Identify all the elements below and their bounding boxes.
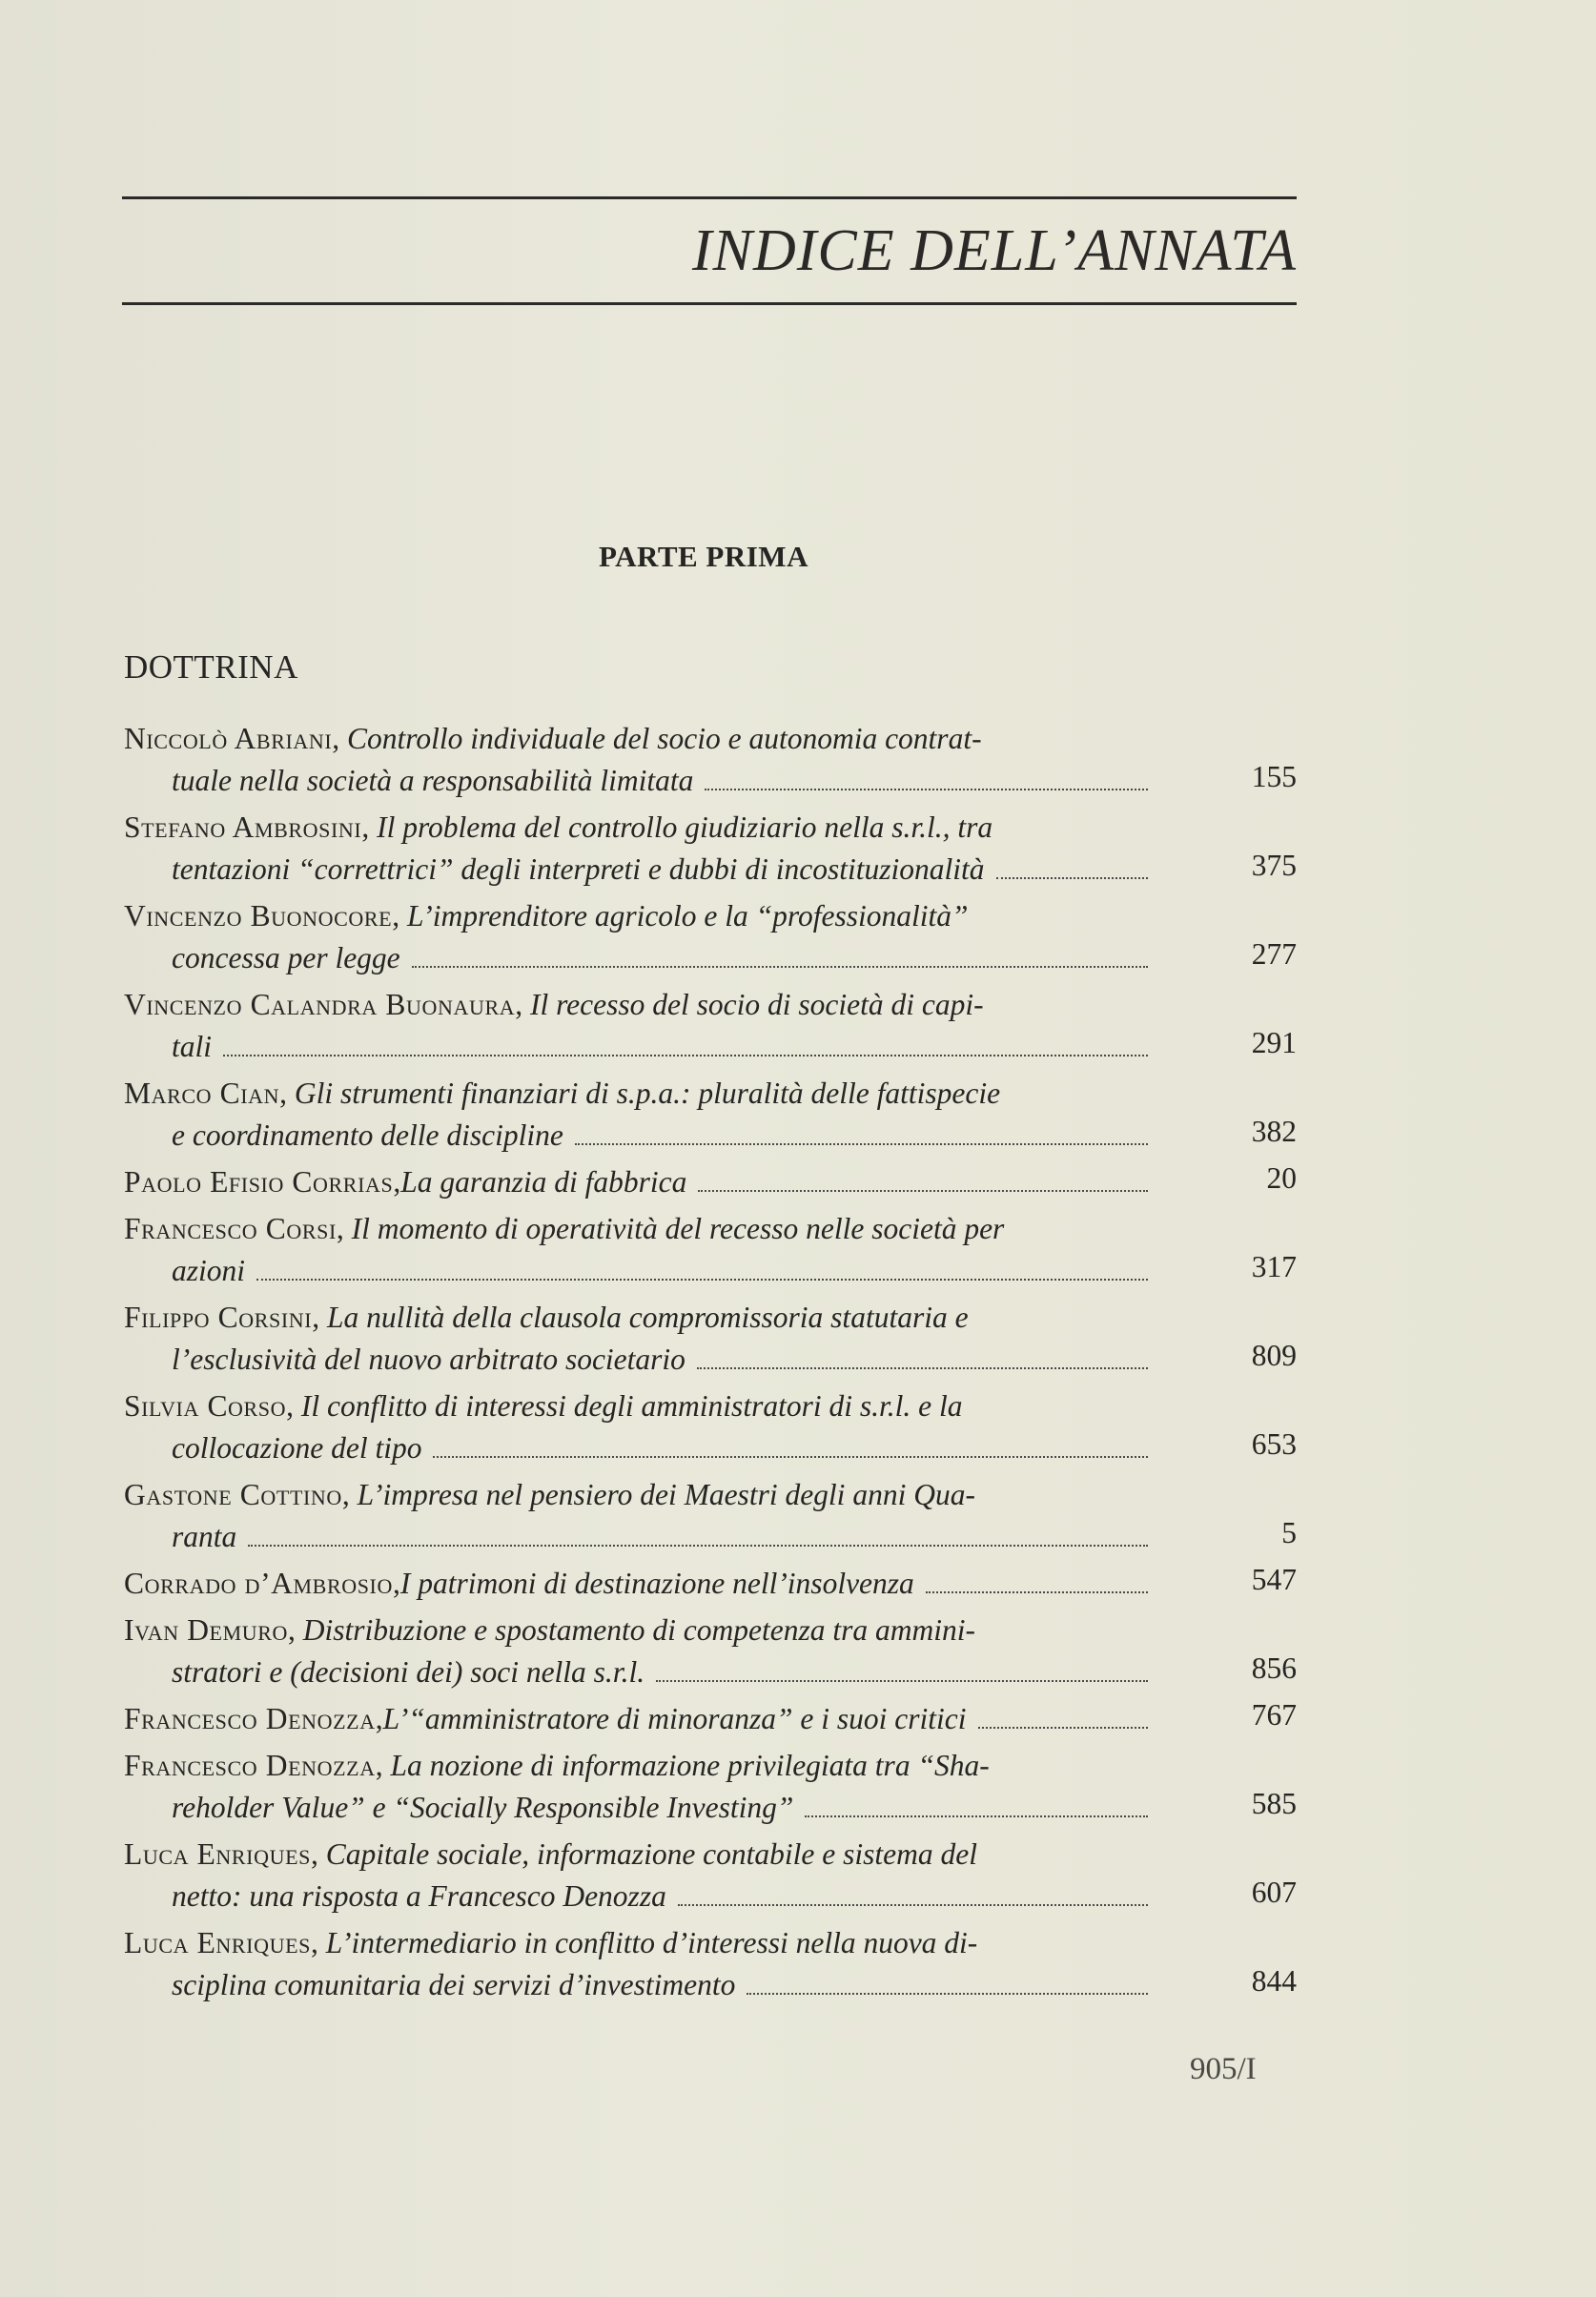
entry-title: I patrimoni di destinazione nell’insolvenza: [399, 1567, 914, 1600]
header-rule-bottom: [122, 302, 1297, 305]
entry-title-continued: l’esclusività del nuovo arbitrato societario: [172, 1343, 685, 1376]
entry-page-number: 844: [1251, 1964, 1297, 1998]
entry-author: Luca Enriques: [124, 1926, 311, 1959]
entry-title: Il conflitto di interessi degli amministratori di s.r.l. e la: [300, 1389, 963, 1423]
entry-author: Luca Enriques: [124, 1837, 311, 1871]
entry-title-continued: netto: una risposta a Francesco Denozza: [172, 1879, 666, 1913]
dot-leader: [926, 1591, 1148, 1593]
index-entry: Luca Enriques, L’intermediario in conflitto d’interessi nella nuova di- sciplina comunitaria dei servizi d’investimento 844: [124, 1922, 1297, 2006]
entry-title-continued: collocazione del tipo: [172, 1431, 422, 1465]
index-entry: Gastone Cottino, L’impresa nel pensiero dei Maestri degli anni Qua- ranta 5: [124, 1474, 1297, 1558]
entry-author: Gastone Cottino: [124, 1478, 342, 1511]
index-entry: Vincenzo Calandra Buonaura, Il recesso del socio di società di capi- tali 291: [124, 984, 1297, 1068]
entry-title: Controllo individuale del socio e autonomia contrat-: [347, 722, 982, 755]
entry-title: Il recesso del socio di società di capi-: [529, 988, 984, 1021]
entry-author: Vincenzo Calandra Buonaura: [124, 988, 516, 1021]
entry-title: Il momento di operatività del recesso nelle società per: [351, 1212, 1005, 1245]
entry-title: La garanzia di fabbrica: [400, 1165, 687, 1199]
index-entry: Stefano Ambrosini, Il problema del controllo giudiziario nella s.r.l., tra tentazioni “correttrici” degli interpreti e dubbi di incostituzionalità 375: [124, 807, 1297, 891]
index-entry: Ivan Demuro, Distribuzione e spostamento di competenza tra ammini- stratori e (decisioni dei) soci nella s.r.l. 856: [124, 1610, 1297, 1693]
entry-page-number: 767: [1251, 1698, 1297, 1732]
dot-leader: [698, 1190, 1148, 1192]
index-entry: Marco Cian, Gli strumenti finanziari di s.p.a.: pluralità delle fattispecie e coordinamento delle discipline 382: [124, 1073, 1297, 1157]
page-folio: 905/I: [1190, 2052, 1257, 2086]
entry-page-number: 382: [1251, 1115, 1297, 1148]
entry-title-continued: tali: [172, 1030, 213, 1063]
index-entry: Paolo Efisio Corrias , La garanzia di fabbrica 20: [124, 1161, 1297, 1203]
entry-title: L’impresa nel pensiero dei Maestri degli anni Qua-: [357, 1478, 975, 1511]
entry-author: Silvia Corso: [124, 1389, 287, 1423]
index-entry: Francesco Denozza , L’“amministratore di minoranza” e i suoi critici 767: [124, 1698, 1297, 1740]
dot-leader: [248, 1545, 1148, 1547]
index-entry: Francesco Corsi, Il momento di operatività del recesso nelle società per azioni 317: [124, 1208, 1297, 1292]
entry-title: Gli strumenti finanziari di s.p.a.: pluralità delle fattispecie: [294, 1077, 1001, 1110]
entry-title: L’“amministratore di minoranza” e i suoi critici: [382, 1702, 967, 1735]
entry-author: Niccolò Abriani: [124, 722, 333, 755]
dot-leader: [256, 1279, 1148, 1281]
entry-title: La nozione di informazione privilegiata tra “Sha-: [390, 1749, 990, 1782]
entry-title: Il problema del controllo giudiziario nella s.r.l., tra: [377, 810, 993, 844]
entry-title-continued: ranta: [172, 1520, 237, 1553]
index-entry: Silvia Corso, Il conflitto di interessi degli amministratori di s.r.l. e la collocazione del tipo 653: [124, 1385, 1297, 1469]
entry-title: Capitale sociale, informazione contabile e sistema del: [325, 1837, 977, 1871]
entry-title: L’imprenditore agricolo e la “professionalità”: [406, 899, 969, 933]
entry-author: Corrado d’Ambrosio: [124, 1567, 393, 1600]
entry-title-continued: tuale nella società a responsabilità limitata: [172, 764, 694, 797]
dot-leader: [705, 789, 1148, 790]
entry-page-number: 547: [1251, 1563, 1297, 1596]
entry-page-number: 5: [1281, 1516, 1297, 1549]
entry-title-continued: azioni: [172, 1254, 246, 1287]
entry-author: Vincenzo Buonocore: [124, 899, 393, 933]
entry-author: Filippo Corsini: [124, 1301, 313, 1334]
entry-title-continued: sciplina comunitaria dei servizi d’investimento: [172, 1968, 736, 2001]
entry-author: Francesco Denozza: [124, 1749, 376, 1782]
entry-title-continued: tentazioni “correttrici” degli interpreti e dubbi di incostituzionalità: [172, 852, 985, 886]
part-title: PARTE PRIMA: [599, 540, 808, 573]
entry-title-continued: reholder Value” e “Socially Responsible Investing”: [172, 1791, 794, 1824]
page-title: INDICE DELL’ANNATA: [691, 218, 1297, 283]
dot-leader: [575, 1143, 1148, 1145]
entry-author: Paolo Efisio Corrias: [124, 1165, 394, 1199]
entry-page-number: 375: [1251, 849, 1297, 882]
entry-page-number: 809: [1251, 1339, 1297, 1372]
entry-author: Marco Cian: [124, 1077, 280, 1110]
index-entry: Corrado d’Ambrosio , I patrimoni di destinazione nell’insolvenza 547: [124, 1563, 1297, 1605]
index-entry: Niccolò Abriani, Controllo individuale del socio e autonomia contrat- tuale nella società a responsabilità limitata 155: [124, 718, 1297, 802]
dot-leader: [678, 1904, 1148, 1906]
entry-title-continued: concessa per legge: [172, 941, 400, 974]
entry-title-continued: stratori e (decisioni dei) soci nella s.r.l.: [172, 1655, 645, 1689]
entry-page-number: 155: [1251, 760, 1297, 793]
entry-page-number: 277: [1251, 937, 1297, 971]
section-title: DOTTRINA: [124, 648, 298, 686]
dot-leader: [223, 1055, 1148, 1056]
entry-page-number: 317: [1251, 1250, 1297, 1283]
entry-title: Distribuzione e spostamento di competenza tra ammini-: [302, 1613, 975, 1647]
index-entry: Luca Enriques, Capitale sociale, informazione contabile e sistema del netto: una risposta a Francesco Denozza 607: [124, 1834, 1297, 1918]
entry-page-number: 585: [1251, 1787, 1297, 1820]
entry-page-number: 856: [1251, 1651, 1297, 1685]
dot-leader: [996, 877, 1148, 879]
entry-page-number: 20: [1266, 1161, 1297, 1195]
dot-leader: [747, 1993, 1148, 1995]
header-rule-top: [122, 196, 1297, 199]
entry-author: Ivan Demuro: [124, 1613, 288, 1647]
index-entries: [124, 718, 1297, 2011]
entry-title-continued: e coordinamento delle discipline: [172, 1118, 563, 1152]
entry-title: L’intermediario in conflitto d’interessi nella nuova di-: [325, 1926, 978, 1959]
entry-page-number: 653: [1251, 1427, 1297, 1461]
entry-author: Stefano Ambrosini: [124, 810, 362, 844]
dot-leader: [805, 1815, 1148, 1817]
index-entry: Filippo Corsini, La nullità della clausola compromissoria statutaria e l’esclusività del nuovo arbitrato societario 809: [124, 1297, 1297, 1381]
entry-author: Francesco Denozza: [124, 1702, 376, 1735]
entry-page-number: 607: [1251, 1876, 1297, 1909]
dot-leader: [978, 1727, 1148, 1729]
dot-leader: [697, 1367, 1148, 1369]
dot-leader: [412, 966, 1148, 968]
entry-page-number: 291: [1251, 1026, 1297, 1059]
index-entry: Vincenzo Buonocore, L’imprenditore agricolo e la “professionalità” concessa per legge 277: [124, 895, 1297, 979]
dot-leader: [433, 1456, 1148, 1458]
index-entry: Francesco Denozza, La nozione di informazione privilegiata tra “Sha- reholder Value” e “Socially Responsible Investing” 585: [124, 1745, 1297, 1829]
entry-title: La nullità della clausola compromissoria statutaria e: [326, 1301, 969, 1334]
dot-leader: [656, 1680, 1148, 1682]
entry-author: Francesco Corsi: [124, 1212, 337, 1245]
